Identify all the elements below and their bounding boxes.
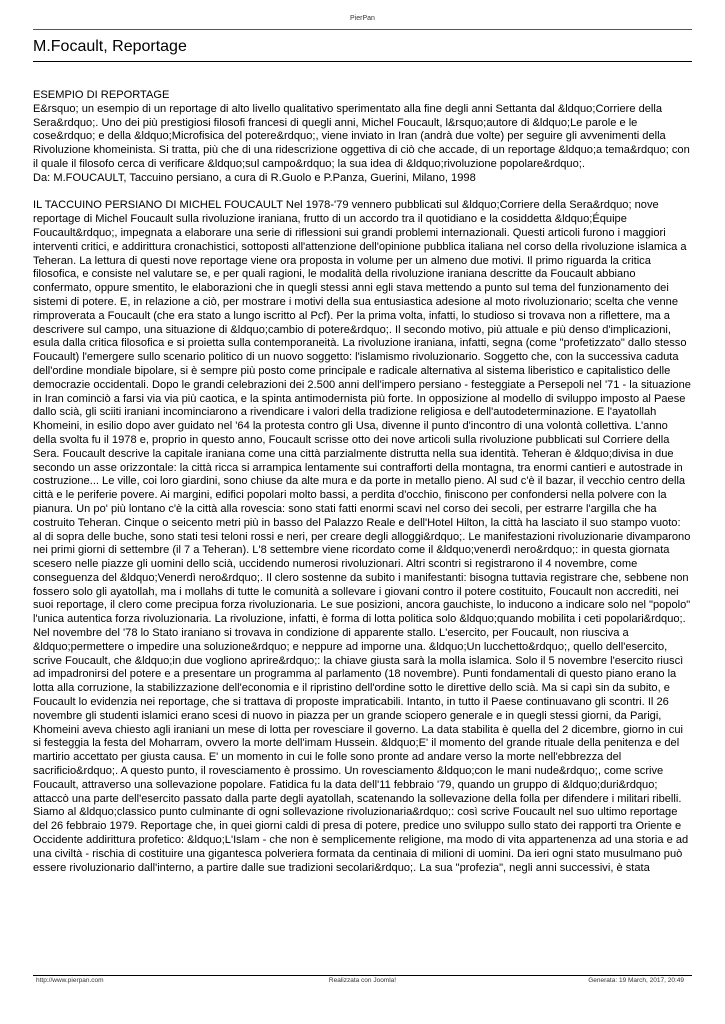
- header-divider: [33, 29, 692, 30]
- page-footer: [33, 977, 692, 987]
- article-body: IL TACCUINO PERSIANO DI MICHEL FOUCAULT Nel 1978-'79 vennero pubblicati sul &ldquo;Corriere della Sera&rdquo; nove reportage di Michel Foucault sulla rivoluzione iraniana, frutto di un accordo tra il quotidiano e la cosiddetta &ldquo;Équipe Foucault&rdquo;, impegnata a elaborare una serie di riflessioni sui grandi problemi internazionali. Questi articoli furono i maggiori interventi critici, e addirittura cronachistici, sottoposti all'attenzione dell'opinione pubblica italiana nel corso della rivoluzione islamica a Teheran. La lettura di questi nove reportage viene ora proposta in volume per un almeno due motivi. Il primo riguarda la critica filosofica, e consiste nel valutare se, e per quali ragioni, le modalità della rivoluzione iraniana descritte da Foucault abbiano confermato, oppure smentito, le elaborazioni che in quegli stessi anni egli stava mettendo a punto sul tema del funzionamento dei sistemi di potere. E, in relazione a ciò, per mostrare i motivi della sua entusiastica adesione al moto rivoluzionario; scelta che venne rimproverata a Foucault (che era stato a lungo iscritto al Pcf). Per la prima volta, infatti, lo studioso si trovava non a riflettere, ma a descrivere sul campo, una situazione di &ldquo;cambio di potere&rdquo;. Il secondo motivo, più attuale e più denso d'implicazioni, esula dalla critica filosofica e si proietta sulla contemporaneità. La rivoluzione iraniana, infatti, segna (come "profetizzato" dallo stesso Foucault) l'emergere sullo scenario politico di un nuovo soggetto: l'islamismo rivoluzionario. Soggetto che, con la successiva caduta dell'ordine mondiale bipolare, si è sempre più posto come principale e radicale alternativa al sistema liberistico e capitalistico delle democrazie occidentali. Dopo le grandi celebrazioni dei 2.500 anni dell'impero persiano - festeggiate a Persepoli nel '71 - la situazione in Iran cominciò a farsi via via più caotica, e la spinta antimodernista più forte. In opposizione al modello di sviluppo imposto al Paese dallo scià, gli sciiti iraniani incominciarono a rivendicare i valori della tradizione religiosa e dell'autodeterminazione. E l'ayatollah Khomeini, in esilio dopo aver guidato nel '64 la protesta contro gli Usa, divenne il punto d'incontro di una volontà collettiva. L'anno della svolta fu il 1978 e, proprio in questo anno, Foucault scrisse otto dei nove articoli sulla rivoluzione pubblicati sul Corriere della Sera. Foucault descrive la capitale iraniana come una città parzialmente distrutta nella sua identità. Teheran è &ldquo;divisa in due secondo un asse orizzontale: la città ricca si arrampica lentamente sui contrafforti della montagna, tra enormi cantieri e autostrade in costruzione... Le ville, coi loro giardini, sono chiuse da alte mura e da porte in metallo pieno. Al sud c'è il bazar, il vecchio centro della città e le periferie povere. Ai margini, edifici popolari molto bassi, a perdita d'occhio, finiscono per confondersi nella polvere con la pianura. Un po' più lontano c'è la città alla rovescia: sono stati fatti enormi scavi nel corso dei secoli, per estrarre l'argilla che ha costruito Teheran. Cinque o seicento metri più in basso del Palazzo Reale e dell'Hotel Hilton, la città ha lasciato il suo stampo vuoto: al di sopra delle buche, sono stati tesi teloni rossi e neri, per creare degli alloggi&rdquo;. Le manifestazioni rivoluzionarie divamparono nei primi giorni di settembre (il 7 a Teheran). L'8 settembre viene ricordato come il &ldquo;venerdì nero&rdquo;: in questa giornata scesero nelle piazze gli uomini dello scià, uccidendo numerosi rivoluzionari. Altri scontri si registrarono il 4 novembre, come conseguenza del &ldquo;Venerdì nero&rdquo;. Il clero sostenne da subito i manifestanti: bisogna tuttavia registrare che, sebbene non fossero solo gli ayatollah, ma i mollahs di tutte le comunità a sollevare i giovani contro il potere costituito, Foucault non accrediti, nei suoi reportage, il clero come precipua forza rivoluzionaria. Le sue posizioni, ancora gauchiste, lo inducono a indicare solo nel "popolo" l'unica autentica forza rivoluzionaria. La rivoluzione, infatti, è forma di lotta politica solo &ldquo;quando mobilita i ceti popolari&rdquo;. Nel novembre del '78 lo Stato iraniano si trovava in condizione di apparente stallo. L'esercito, per Foucault, non riusciva a &ldquo;permettere o impedire una soluzione&rdquo; e neppure ad imporne una. &ldquo;Un lucchetto&rdquo;, quello dell'esercito, scrive Foucault, che &ldquo;in due vogliono aprire&rdquo;: la chiave giusta sarà la molla islamica. Solo il 5 novembre l'esercito riuscì ad impadronirsi del potere e a presentare un programma al parlamento (18 novembre). Punti fondamentali di questo piano erano la lotta alla corruzione, la stabilizzazione dell'economia e il ripristino dell'ordine sotto le direttive dello scià. Ma si capì sin da subito, e Foucault lo evidenzia nei reportage, che si trattava di proposte impraticabili. Intanto, in tutto il Paese continuavano gli scontri. Il 26 novembre gli studenti islamici erano scesi di nuovo in piazza per un grande sciopero generale e in quegli stessi giorni, da Parigi, Khomeini aveva chiesto agli iraniani un mese di lotta per rovesciare il governo. La data stabilita è quella del 2 dicembre, giorno in cui si festeggia la festa del Moharram, ovvero la morte dell'imam Hussein. &ldquo;E' il momento del grande rituale della penitenza e del martirio accettato per giusta causa. E' un momento in cui le folle sono pronte ad andare verso la morte nell'ebbrezza del sacrificio&rdquo;. A questo punto, il rovesciamento è prossimo. Un rovesciamento &ldquo;con le mani nude&rdquo;, come scrive Foucault, attraverso una sollevazione popolare. Fatidica fu la data dell'11 febbraio '79, quando un gruppo di &ldquo;duri&rdquo; attaccò una parte dell'esercito passato dalla parte degli ayatollah, scatenando la sollevazione della folla per difendere i militari ribelli. Siamo al &ldquo;classico punto culminante di ogni sollevazione rivoluzionaria&rdquo;: così scrive Foucault nel suo ultimo reportage del 26 febbraio 1979. Reportage che, in quei giorni caldi di presa di potere, predice uno sviluppo sullo stato dei rapporti tra Oriente e Occidente addirittura profetico: &ldquo;L'Islam - che non è semplicemente religione, ma modo di vita appartenenza ad una storia e ad una civiltà - rischia di costituire una gigantesca polveriera formata da centinaia di milioni di uomini. Da ieri ogni stato musulmano può essere rivoluzionario dall'interno, a partire dalle sue tradizioni secolari&rdquo;. La sua "profezia", negli anni successivi, è stata: [33, 199, 691, 874]
- article-title: M.Focault, Reportage: [33, 38, 187, 55]
- article-intro: [33, 89, 692, 186]
- article-content: [33, 89, 692, 971]
- footer-generated: Generata: 19 March, 2017, 20:49: [588, 977, 684, 984]
- site-name: PierPan: [350, 15, 375, 22]
- footer-divider: [33, 975, 692, 976]
- intro-paragraph: E&rsquo; un esempio di un reportage di alto livello qualitativo sperimentato alla fine degli anni Settanta dal &ldquo;Corriere della Sera&rdquo;. Uno dei più prestigiosi filosofi francesi di quegli anni, Michel Foucault, l&rsquo;autore di &ldquo;Le parole e le cose&rdquo; e della &ldquo;Microfisica del potere&rdquo;, viene inviato in Iran (andrà due volte) per seguire gli avvenimenti della Rivoluzione khomeinista. Si tratta, più che di una ridescrizione oggettiva di ciò che accade, di un reportage &ldquo;a tema&rdquo; con il quale il filosofo cerca di verificare &ldquo;sul campo&rdquo; la sua idea di &ldquo;rivoluzione popolare&rdquo;.: [33, 102, 690, 170]
- intro-source: Da: M.FOUCAULT, Taccuino persiano, a cura di R.Guolo e P.Panza, Guerini, Milano, 1998: [33, 171, 476, 184]
- footer-url: http://www.pierpan.com: [36, 977, 104, 984]
- title-divider: [33, 61, 692, 62]
- footer-credit: Realizzata con Joomla!: [328, 977, 397, 984]
- intro-heading: ESEMPIO DI REPORTAGE: [33, 89, 170, 101]
